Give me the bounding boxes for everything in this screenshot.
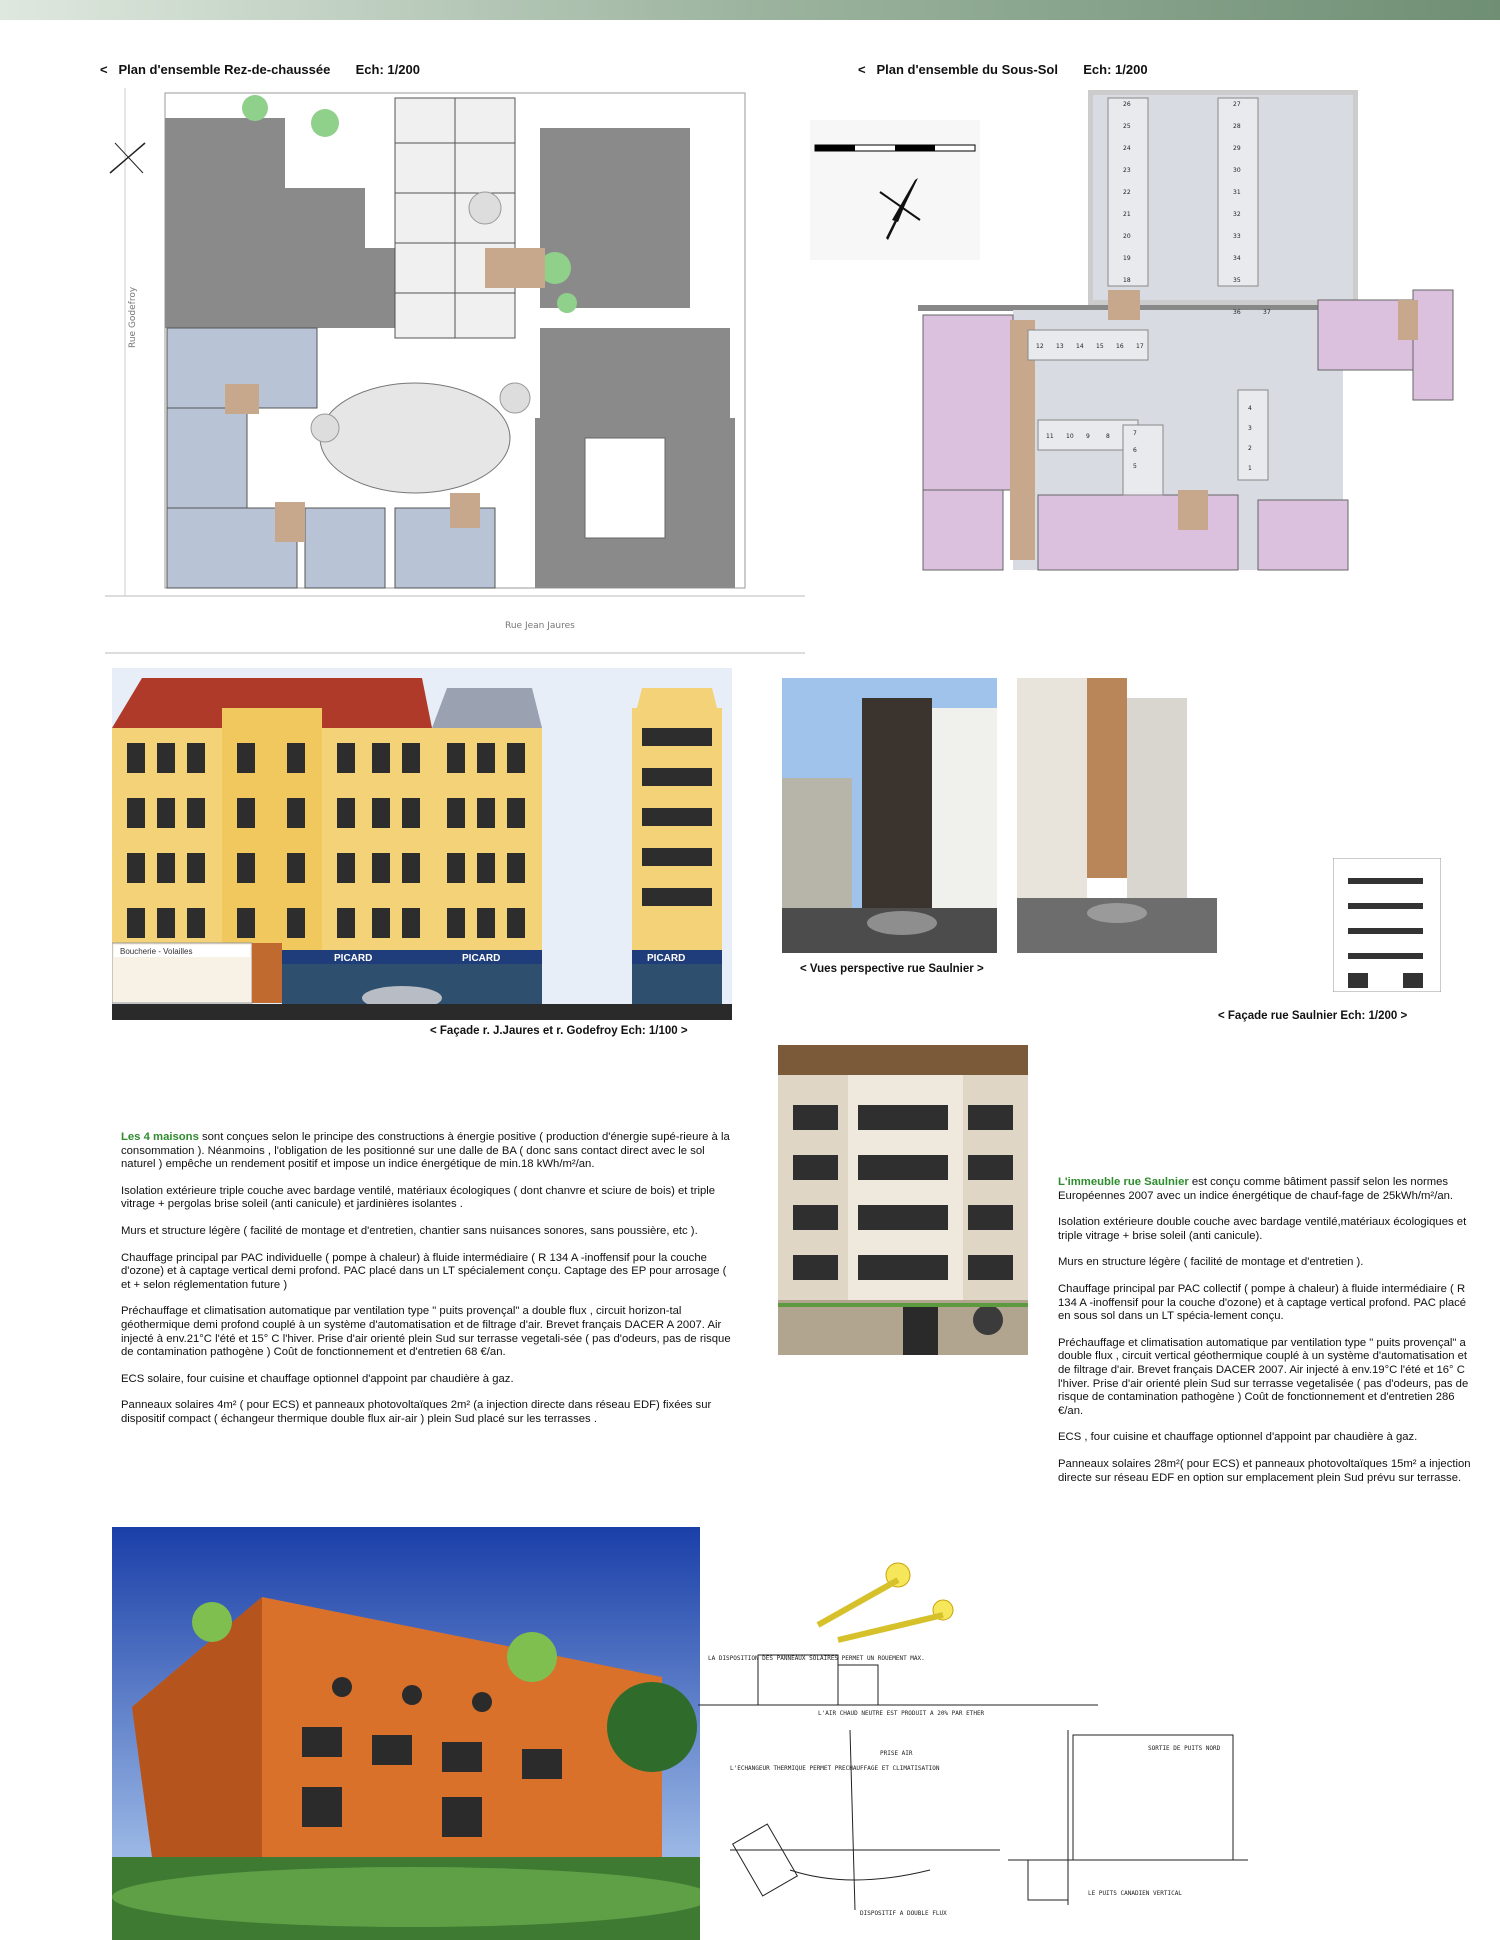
sketch1-note: LA DISPOSITION DES PANNEAUX SOLAIRES PERMET UN ROUEMENT MAX. [708,1655,925,1662]
immeuble-description: L'immeuble rue Saulnier est conçu comme bâtiment passif selon les normes Européennes 2007 avec un indice énergétique de chauf-fage de 25kWh/m²/an. Isolation extérieure double couche avec bardage ventilé,matériaux écologiques et triple vitrage + brise soleil (anti canicule). Murs en structure légère ( facilité de montage et d'entretien ). Chauffage principal par PAC collectif ( pompe à chaleur) à fluide intermédiaire ( R 134 A -inoffensif pour la couche d'ozone) et à captage vertical profond. PAC placé en sous sol dans un LT spécia-lement conçu. Préchauffage et climatisation automatique par ventilation type " puits provençal" a double flux , circuit vertical géothermique couplé à un système d'automatisation et de filtrage d'air. Brevet français DACER 2007. Air injecté à env.19°C l'été et 16° C l'hiver. Prise d'air orienté plein Sud sur terrasse vegetalisée ( pas d'odeurs, pas de risque de contamination pathogène ) Coût de fonctionnement et d'entretien 286 €/an. ECS , four cuisine et chauffage optionnel d'appoint par chaudière à gaz. Panneaux solaires 28m²( pour ECS) et panneaux photovoltaïques 15m² a injection directe sur réseau EDF en option sur emplacement plein Sud prévu sur terrasse. [1058,1176,1471,1484]
svg-text:12: 12 [1036,343,1044,350]
svg-text:17: 17 [1136,343,1144,350]
svg-text:8: 8 [1106,433,1110,440]
svg-text:11: 11 [1046,433,1054,440]
svg-text:26: 26 [1123,101,1131,108]
svg-text:25: 25 [1123,123,1131,130]
saulnier-facade-elevation [1333,858,1441,992]
sketch3-bottom: LE PUITS CANADIEN VERTICAL [1088,1890,1182,1897]
basement-plan-title: < Plan d'ensemble du Sous-Sol Ech: 1/200 [858,62,1148,77]
svg-text:4: 4 [1248,405,1252,412]
svg-text:14: 14 [1076,343,1084,350]
ground-plan-title: < Plan d'ensemble Rez-de-chaussée Ech: 1/200 [100,62,420,77]
picard-sign-2: PICARD [462,953,501,964]
sketch2-note: L'ECHANGEUR THERMIQUE PERMET PRECHAUFFAGE ET CLIMATISATION [730,1765,940,1772]
svg-text:35: 35 [1233,277,1241,284]
picard-sign-3: PICARD [647,953,686,964]
svg-text:13: 13 [1056,343,1064,350]
svg-text:6: 6 [1133,447,1137,454]
perspective-caption: < Vues perspective rue Saulnier > [800,963,984,975]
svg-text:20: 20 [1123,233,1131,240]
facade-main-caption: < Façade r. J.Jaures et r. Godefroy Ech: 1/100 > [430,1025,688,1037]
svg-text:36: 36 [1233,309,1241,316]
svg-text:10: 10 [1066,433,1074,440]
svg-text:28: 28 [1233,123,1241,130]
perspective-photo-2 [1017,678,1252,953]
svg-text:27: 27 [1233,101,1241,108]
svg-text:37: 37 [1263,309,1271,316]
svg-text:3: 3 [1248,425,1252,432]
saulnier-building-render [778,1045,1028,1355]
svg-text:32: 32 [1233,211,1241,218]
picard-sign-1: PICARD [334,953,373,964]
svg-text:31: 31 [1233,189,1241,196]
maisons-description: Les 4 maisons sont conçues selon le principe des constructions à énergie positive ( production d'énergie supé-rieure à la consommation ). Néanmoins , l'obligation de les positionné sur une dalle de BA ( donc sans contact direct avec le sol naturel ) empêche un rendement positif et impose un indice énergétique de min.18 kWh/m²/an. Isolation extérieure triple couche avec bardage ventilé, matériaux écologiques ( dont chanvre et sciure de bois) et triple vitrage + pergolas brise soleil (anti canicule) et jardinières isolantes . Murs et structure légère ( facilité de montage et d'entretien, chantier sans nuisances sonores, sans poussière, etc ). Chauffage principal par PAC individuelle ( pompe à chaleur) à fluide intermédiaire ( R 134 A -inoffensif pour la couche d'ozone) et à captage vertical demi profond. PAC placé dans un LT spécialement conçu. Captage des EP pour arrosage ( et + selon réglementation future ) Préchauffage et climatisation automatique par ventilation type " puits provençal" a double flux , circuit horizon-tal géothermique demi profond couplé à un système d'automatisation et de filtrage d'air. Brevet français DACER A 2007. Air injecté à env.21°C l'été et 15° C l'hiver. Prise d'air orienté plein Sud sur terrasse vegetali-sée ( pas d'odeurs, pas de risque de contamination pathogène ) Coût de fonctionnement et d'entretien 68 €/an. ECS solaire, four cuisine et chauffage optionnel d'appoint par chaudière à gaz. Panneaux solaires 4m² ( pour ECS) et panneaux photovoltaïques 2m² (a injection directe dans réseau EDF) fixées sur dispositif compact ( échangeur thermique double flux air-air ) plein Sud placé sur les terrasses . [121,1131,731,1425]
basement-floor-plan [918,90,1458,582]
svg-text:7: 7 [1133,430,1137,437]
sketch3-note: SORTIE DE PUITS NORD [1148,1745,1221,1752]
street-label-jaures: Rue Jean Jaures [505,621,575,631]
main-facade-elevation [112,668,732,1020]
svg-text:22: 22 [1123,189,1131,196]
svg-text:9: 9 [1086,433,1090,440]
svg-text:21: 21 [1123,211,1131,218]
header-bar [0,0,1500,20]
sketch2-bottom: DISPOSITIF A DOUBLE FLUX [860,1910,947,1917]
svg-text:34: 34 [1233,255,1241,262]
svg-text:19: 19 [1123,255,1131,262]
svg-text:15: 15 [1096,343,1104,350]
sketch1-bottom: L'AIR CHAUD NEUTRE EST PRODUIT A 20% PAR ETHER [818,1710,985,1715]
butcher-sign: Boucherie - Volailles [120,947,193,956]
well-sketch [1008,1710,1248,1910]
ventilation-sketch [730,1720,1000,1920]
street-label-godefroy: Rue Godefroy [128,286,138,348]
perspective-photo-1 [782,678,997,953]
svg-text:2: 2 [1248,445,1252,452]
sketch2-air: PRISE AIR [880,1750,913,1757]
svg-text:30: 30 [1233,167,1241,174]
svg-text:1: 1 [1248,465,1252,472]
svg-text:18: 18 [1123,277,1131,284]
solar-sketch [698,1555,1098,1715]
immeuble-highlight: L'immeuble rue Saulnier [1058,1176,1189,1188]
svg-text:29: 29 [1233,145,1241,152]
svg-text:5: 5 [1133,463,1137,470]
ground-floor-plan [105,88,805,668]
facade-saulnier-caption: < Façade rue Saulnier Ech: 1/200 > [1218,1010,1408,1022]
houses-render [112,1527,700,1940]
svg-text:16: 16 [1116,343,1124,350]
svg-text:24: 24 [1123,145,1131,152]
svg-text:23: 23 [1123,167,1131,174]
north-arrow-icon [110,143,145,173]
svg-text:33: 33 [1233,233,1241,240]
maisons-highlight: Les 4 maisons [121,1131,199,1143]
